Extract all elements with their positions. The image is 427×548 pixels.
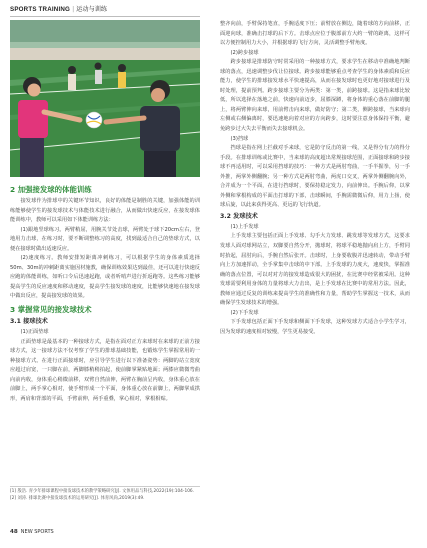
header-separator: |: [72, 6, 75, 13]
section-header: [10, 4, 200, 16]
header-rule: [10, 16, 200, 17]
page-number: 48: [10, 529, 18, 535]
paragraph: 接发球作为排球中的关键环节知识，良好的体能是制胜的关键，加强体能的训练能够使学生的接发球技术与体能技术进行融合，从而做出快速反应，在接发球体能训练中，教师可以采用如下体能训练方法：: [10, 198, 200, 224]
page-footer: [10, 527, 130, 537]
subheading: (1)上手发球: [230, 223, 259, 230]
section-3-2-heading: 3.2 发球技术: [220, 212, 258, 220]
right-column: [220, 20, 410, 338]
paragraph: (1)跟地竖球练习。两臂稍屈，用腕关节处击球，两臂处于球下20cm左右，登地用力击球，在练习时，要不断调整练习的高度，找到最适合自己的垫球方式，以便在接球时做出适速反应。: [10, 226, 200, 252]
paragraph: (2)速度练习。教师安排短距离冲刺练习，可以根据学生的身体素质选择50m、30m的冲刺距离实施因材施教，确保训练效果达到最佳，还可以进行快速反应跑的体能训练，如听口令后迅速起跑，或者听哨声进行折返跑等。这些练习能够提高学生的反应速度和移动速度，提高学生接发球的速度，比能够快速地在接发球中做出反应，提高接发球的效果。: [10, 255, 200, 300]
training-photo-illustration: [10, 20, 200, 177]
section-header-zh: 运动与训练: [76, 6, 108, 13]
subheading: (2)跨步接球: [230, 49, 259, 56]
references-rule: [10, 486, 200, 487]
training-photo: [10, 20, 200, 177]
section-2-heading: 2 加强接发球的体能训练: [10, 185, 92, 194]
left-column: [10, 182, 200, 404]
magazine-name: NEW SPORTS: [20, 529, 54, 535]
subheading: (3)挡球: [230, 135, 249, 142]
paragraph: 上手发球主要包括正面上手发球、勾手大力发球、跳发球等发球方式，这要求发球人面对球网站立，双脚要自然分开，抛球时，将球平稳地抛向肩上方，手臂同时抬起，屈肘向后，手腕自然后张开。击球时，上身要收腹并迅速转动，带动手臂向上方加速挥动，全手掌集中击球的中下部。上手发球的力度大，速度快，掌握准确的落点位置，可以对对方的接发球造成很大的困扰，在比赛中经常被采用。这种发球需要利用身体的力量将球大力击出，是上手发球在比赛中的常用方法。因此，教师应通过反复的训练来提高学生的准确性和力量，帮助学生掌握这一技术，从而确保学生发球技术的增强。: [220, 233, 410, 307]
references: [10, 488, 200, 502]
subheading: (2)下手发球: [230, 309, 259, 316]
paragraph: 下手发球包括正面下手发球和侧面下手发球，这种发球方式适合小学生学习，因为发球的速度相对较慢，学生更易接受。: [220, 319, 410, 335]
paragraph: 跨步接球是排球防守时常采用的一种接球方式，要求学生在移动中准确地判断球的落点，迅速调整步伐让位接球。跨步接球能够重点考查学生的身体素质和反应能力，使学生的排球接发球水平快速提高，从而在接发球时也更好地对接球进行及时处理，提前预判。跨步接球主要分为两类：第一类，前跨接球。这是指来球比较低，所以选择在落地之前，快速向前迈步，屈膝深蹲，将身体的重心落在前脚的腿上，将两臂伸向来球，用前臂击向来球，做好防守；第二类，侧跨接球，当来球向左侧或右侧偏离时，要迅速地向着对应的方向跨步，这时要注意身体保持平衡，避免跨步过大失去平衡而失去接球机会。: [220, 59, 410, 133]
paragraph: 正面垫球是最基本的一种接球方式，是指在面对正方来球时在来球的正前方接球方式，这一接球方法不仅考察了学生的排球基础技能，也锻炼学生掌握常用的一种接球方式。在进行正面接球时，应引导学生进行以下准备姿势：两脚的站立宽度应超过肩宽，一只脚在前，两脚膝稍稍拍起，使前脚掌紧贴地面；两膝应微微弯曲向前内收，身体重心稍微前移，双臂自然前伸，两臂在胸前呈内收，身体重心放在前脚上，两手掌心相对，使手臂形成一个平面，身体重心放在前脚上，两脚掌成拱形，两肩和背部的平面，手臂前伸，两手重叠，掌心相对，掌根相贴。: [10, 338, 200, 402]
paragraph: 整齐向前，手臂保持笔直，手腕适度下压；前臂放在侧边，随着球的方向前移，正面迎向球，准确击打球的后下方。击球点应位于腹部前方大约一臂的距离，这样可以方便控制用力大小，并根据球的飞行方向，灵活调整手臂角度。: [220, 21, 410, 47]
reference-item: [2] 刘涛. 排球比赛中接发球技术的运用研究[J]. 体育风尚,2019(3):49.: [10, 496, 145, 501]
section-header-en: SPORTS TRAINING: [10, 6, 71, 13]
paragraph: 挡球是指在网上拦截对手来球，它是防守反击的第一线，又是得分有力的得分手段。在排球训练或比赛中，当来球的高度超出常规接球范围，正面接球和跨步接球不再适用时，可以采用挡球的技巧：一种方式是两肘弯曲，一手半握拳，另一手外推，两掌外侧翻腕；另一种方式是两肘弯曲，两虎口交叉，两掌外侧翻腕向外，合并成为一个平面，在进行挡球时，要保持稳定发力，向前伸出。手腕后仰，以掌外侧和掌根构成的平面击打球的下部，击球瞬间，手腕需微微后仰，用力上扬，使球后旋，以此来获得更高、更远的飞行轨道。: [220, 145, 410, 209]
section-3-1-heading: 3.1 接球技术: [10, 318, 48, 326]
reference-item: [1] 殷浩. 青少年排球课程中接发球技术的教学策略研究[J]. 文体用品与科技,2022(19):104-106.: [10, 489, 195, 494]
subheading: (1)正面垫球: [20, 329, 49, 336]
section-3-heading: 3 掌握常见的接发球技术: [10, 305, 92, 315]
